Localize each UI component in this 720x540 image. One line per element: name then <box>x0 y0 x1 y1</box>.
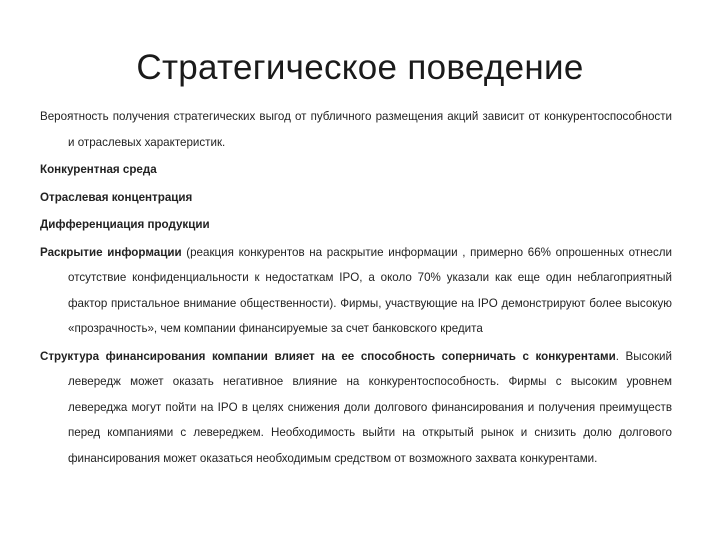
intro-paragraph: Вероятность получения стратегических выгод от публичного размещения акций зависит от конкурентоспособности и отраслевых характеристик. <box>40 110 672 149</box>
disclosure-heading: Раскрытие информации <box>40 245 182 259</box>
financing-paragraph <box>40 344 672 472</box>
item-product-differentiation: Дифференциация продукции <box>40 218 210 231</box>
item-competitive-environment: Конкурентная среда <box>40 163 157 176</box>
disclosure-paragraph <box>40 240 672 342</box>
slide-title: Стратегическое поведение <box>136 48 584 87</box>
financing-heading: Структура финансирования компании влияет на ее способность соперничать с конкурентами <box>40 349 616 363</box>
financing-text: . Высокий левередж может оказать негативное влияние на конкурентоспособность. Фирмы с высоким уровнем левереджа могут пойти на IPO в целях снижения доли долгового финансирования и получения преимуществ перед компаниями с левереджем. Необходимость выйти на открытый рынок и снизить долю долгового финансирования может оказаться необходимым средством от возможного захвата конкурентами. <box>68 349 672 465</box>
disclosure-text: (реакция конкурентов на раскрытие информации , примерно 66% опрошенных отнесли отсутствие конфиденциальности к недостаткам IPO, а около 70% указали как еще один неблагоприятный фактор пристальное внимание общественности). Фирмы, участвующие на IPO демонстрируют более высокую «прозрачность», чем компании финансируемые за счет банковского кредита <box>68 245 672 335</box>
item-industry-concentration: Отраслевая концентрация <box>40 190 193 204</box>
slide-body <box>40 104 672 471</box>
